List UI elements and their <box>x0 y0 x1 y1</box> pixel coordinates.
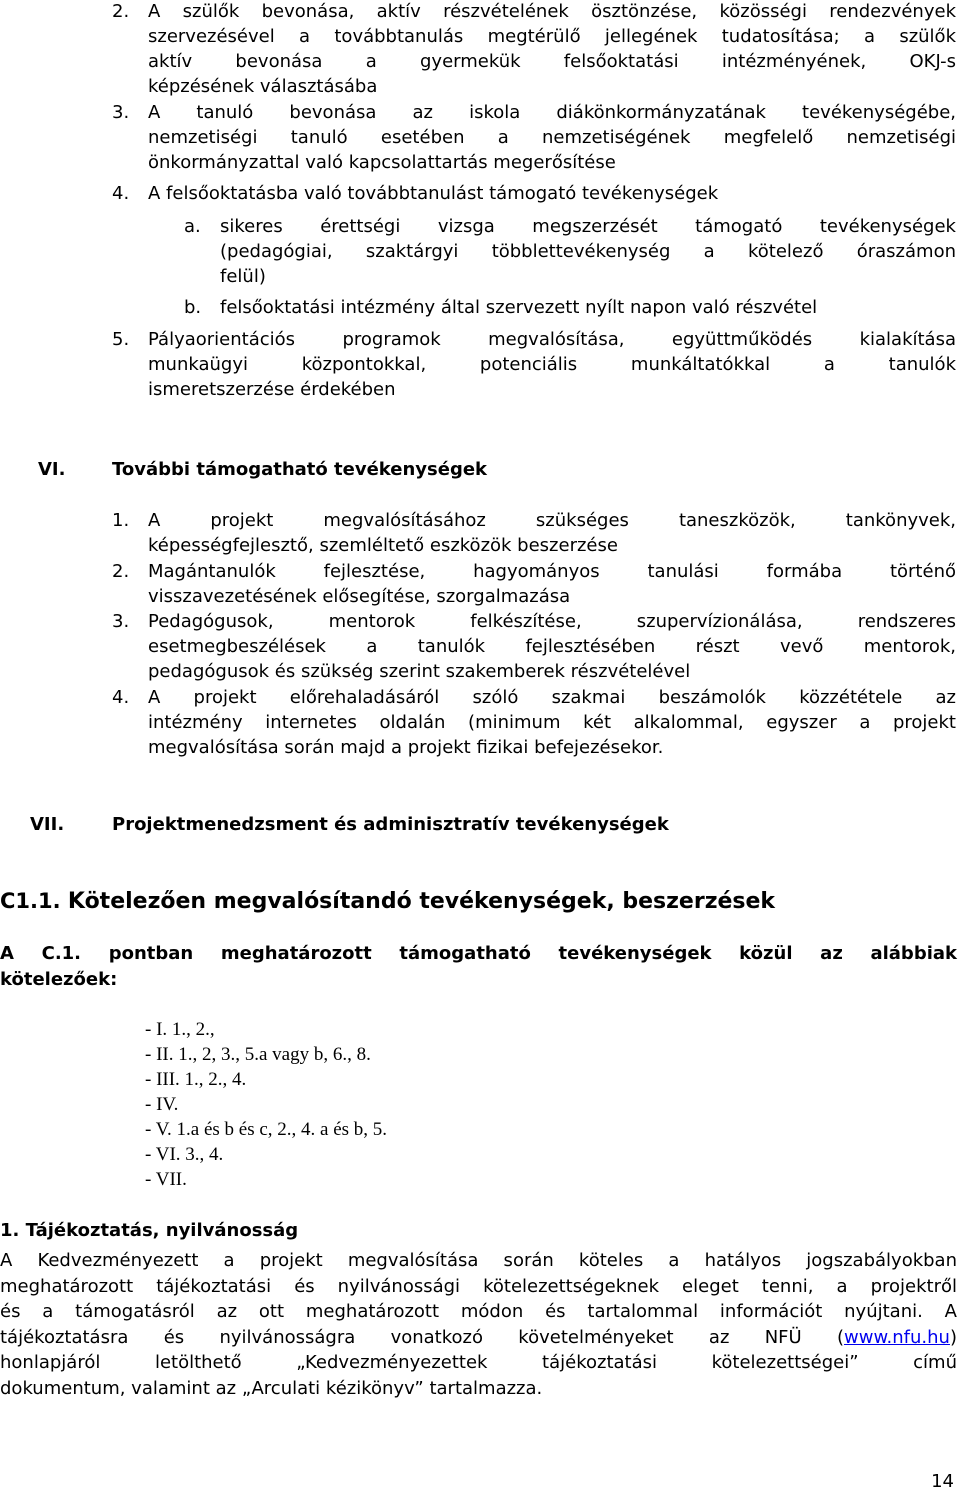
subitem-text-line: sikeres érettségi vizsga megszerzését támogató tevékenységek <box>220 216 956 237</box>
publicity-line: honlapjáról letölthető „Kedvezményezettek tájékoztatási kötelezettségei” című <box>0 1352 957 1374</box>
required-list-item: - I. 1., 2., <box>145 1019 215 1040</box>
required-list-item: - III. 1., 2., 4. <box>145 1069 247 1090</box>
c1-intro-line: kötelezőek: <box>0 969 118 990</box>
required-list-item: - V. 1.a és b és c, 2., 4. a és b, 5. <box>145 1119 388 1140</box>
item-text-line: A projekt megvalósításához szükséges taneszközök, tankönyvek, <box>148 510 956 531</box>
publicity-line: dokumentum, valamint az „Arculati kézikönyv” tartalmazza. <box>0 1377 543 1399</box>
item-text-line: munkaügyi központokkal, potenciális munkáltatókkal a tanulók <box>148 354 956 375</box>
c11-title: Kötelezően megvalósítandó tevékenységek, beszerzések <box>67 889 776 914</box>
item-number: 5. <box>112 329 130 350</box>
item-number: 4. <box>112 687 130 708</box>
item-text-line: visszavezetésének elősegítése, szorgalmazása <box>148 586 571 607</box>
item-text-line: megvalósítása során majd a projekt fizikai befejezésekor. <box>148 737 664 758</box>
publicity-line: és a támogatásról az ott meghatározott módon és tartalommal információt nyújtani. A <box>0 1301 957 1323</box>
publicity-text: ) <box>949 1326 957 1348</box>
c1-intro <box>0 941 957 993</box>
c11-heading <box>0 888 775 915</box>
item-number: 4. <box>112 183 130 204</box>
item-text-line: képességfejlesztő, szemléltető eszközök beszerzése <box>148 535 618 556</box>
c1-intro-line: A C.1. pontban meghatározott támogatható tevékenységek közül az alábbiak <box>0 943 957 964</box>
item-text-line: aktív bevonása a gyermekük felsőoktatási intézményének, OKJ-s <box>148 51 956 72</box>
c11-prefix: C1.1. <box>0 889 61 913</box>
item-number: 3. <box>112 102 130 123</box>
item-text-line: A felsőoktatásba való továbbtanulást támogató tevékenységek <box>148 183 719 204</box>
item-number: 1. <box>112 510 130 531</box>
required-list-item: - VII. <box>145 1169 187 1190</box>
item-text-line: nemzetiségi tanuló esetében a nemzetiségének megfelelő nemzetiségi <box>148 127 956 148</box>
item-number: 3. <box>112 611 130 632</box>
item-text-line: A projekt előrehaladásáról szóló szakmai beszámolók közzététele az <box>148 687 956 708</box>
item-text-line: ismeretszerzése érdekében <box>148 379 396 400</box>
nfu-link[interactable]: www.nfu.hu <box>844 1326 950 1348</box>
item-text-line: A szülők bevonása, aktív részvételének ösztönzése, közösségi rendezvények <box>148 1 956 22</box>
subitem-letter: a. <box>184 216 201 237</box>
item-text-line: önkormányzattal való kapcsolattartás megerősítése <box>148 152 616 173</box>
publicity-line: A Kedvezményezett a projekt megvalósítása során köteles a hatályos jogszabályokban <box>0 1250 957 1271</box>
section-title: További támogatható tevékenységek <box>112 459 488 480</box>
subitem-text-line: felsőoktatási intézmény által szervezett nyílt napon való részvétel <box>220 297 818 318</box>
required-list-item: - II. 1., 2, 3., 5.a vagy b, 6., 8. <box>145 1044 371 1065</box>
item-text-line: Pályaorientációs programok megvalósítása, együttműködés kialakítása <box>148 329 956 350</box>
section-title: Projektmenedzsment és adminisztratív tevékenységek <box>112 814 669 835</box>
item-number: 2. <box>112 561 130 582</box>
publicity-paragraph <box>0 1248 957 1402</box>
subitem-letter: b. <box>184 297 202 318</box>
publicity-text: tájékoztatásra és nyilvánosságra vonatkozó követelményeket az NFÜ ( <box>0 1326 845 1348</box>
item-text-line: A tanuló bevonása az iskola diákönkormányzatának tevékenységébe, <box>148 102 956 123</box>
publicity-heading: 1. Tájékoztatás, nyilvánosság <box>0 1220 299 1241</box>
section-roman-numeral: VII. <box>30 814 65 835</box>
required-list-item: - IV. <box>145 1094 179 1115</box>
subitem-text-line: felül) <box>220 266 266 287</box>
item-text-line: esetmegbeszélések a tanulók fejlesztésében részt vevő mentorok, <box>148 636 956 657</box>
item-text-line: pedagógusok és szükség szerint szakemberek részvételével <box>148 661 691 682</box>
publicity-line <box>0 1325 957 1351</box>
item-text-line: képzésének választásába <box>148 76 378 97</box>
publicity-line: meghatározott tájékoztatási és nyilvánossági kötelezettségeknek eleget tenni, a projektről <box>0 1275 957 1297</box>
section-roman-numeral: VI. <box>38 459 66 480</box>
item-text-line: intézmény internetes oldalán (minimum két alkalommal, egyszer a projekt <box>148 712 956 733</box>
subitem-text-line: (pedagógiai, szaktárgyi többlettevékenység a kötelező óraszámon <box>220 241 956 262</box>
item-text-line: Pedagógusok, mentorok felkészítése, szupervízionálása, rendszeres <box>148 611 956 632</box>
item-text-line: Magántanulók fejlesztése, hagyományos tanulási formába történő <box>148 561 956 582</box>
item-number: 2. <box>112 1 130 22</box>
page-number: 14 <box>931 1471 954 1492</box>
item-text-line: szervezésével a továbbtanulás megtérülő jellegének tudatosítása; a szülők <box>148 26 956 47</box>
required-list-item: - VI. 3., 4. <box>145 1144 224 1165</box>
